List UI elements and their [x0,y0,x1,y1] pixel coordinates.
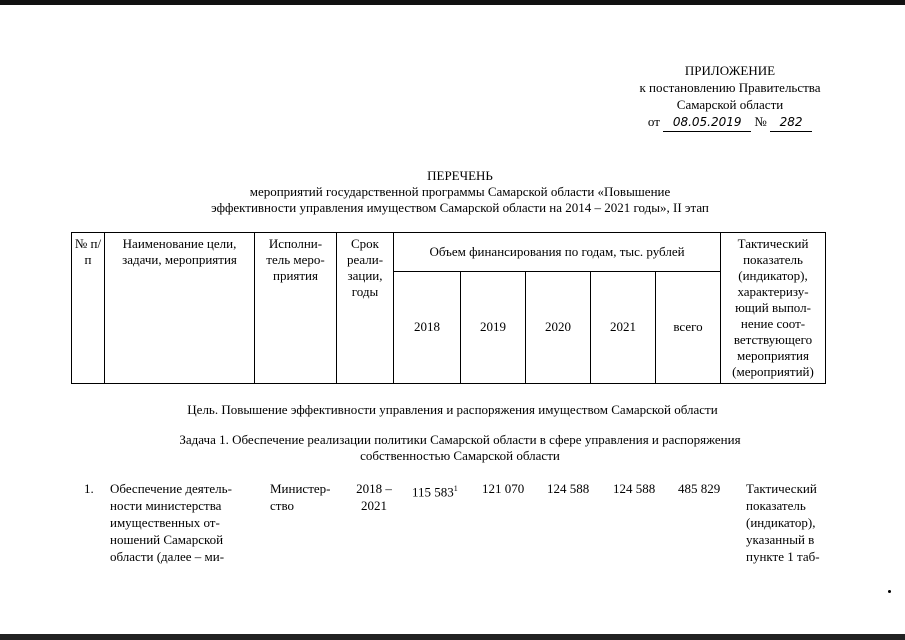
from-prefix: от [647,114,660,129]
year-2018-header: 2018 [394,271,461,383]
appendix-date-line [600,113,860,132]
task-line-2: собственностью Самарской области [360,448,560,463]
col-name-header: Наименование цели, задачи, мероприятия [105,233,255,384]
table-header [71,232,826,384]
number-label: № [754,114,767,129]
row-name-line: ности министерства [110,498,222,513]
task-line-1: Задача 1. Обеспечение реализации политики Самарской области в сфере управления и распоряжения [179,432,741,447]
row-name-line: имущественных от- [110,515,220,530]
document-title [120,168,800,216]
title-heading: ПЕРЕЧЕНЬ [427,168,493,183]
row-name [110,480,232,565]
row-executor-line: ство [270,498,295,513]
total-header: всего [656,271,721,383]
appendix-block [600,62,860,132]
goal-text: Цель. Повышение эффективности управления и распоряжения имуществом Самарской области [187,402,718,417]
col-financing-header: Объем финансирования по годам, тыс. рублей [394,233,721,272]
row-indicator-line: (индикатор), [746,515,816,530]
row-executor-line: Министер- [270,481,331,496]
row-name-line: области (далее – ми- [110,549,225,564]
row-number: 1. [84,481,94,496]
col-executor-header: Исполни-тель меро-приятия [255,233,337,384]
year-2021-header: 2021 [591,271,656,383]
scan-bottom-border [0,634,905,640]
row-value-2018 [412,480,458,500]
row-value-2019: 121 070 [482,481,525,496]
row-indicator-line: указанный в [746,532,815,547]
appendix-resolution: к постановлению Правительства [639,80,821,95]
col-indicator-header: Тактический показатель (индикатор), характеризу-ющий выпол-нение соот-ветствующего мероприятия (мероприятий) [721,233,826,384]
scan-speck [888,590,891,593]
value-2018: 115 583 [412,484,454,500]
row-indicator-line: показатель [746,498,806,513]
scan-top-border [0,0,905,5]
row-indicator-line: Тактический [746,481,817,496]
row-term-line: 2021 [361,498,387,513]
handwritten-number: 282 [770,114,812,132]
title-line-2: мероприятий государственной программы Самарской области «Повышение [249,184,671,199]
row-executor [270,480,330,514]
row-value-total: 485 829 [678,481,721,496]
row-name-line: ношений Самарской [110,532,224,547]
appendix-title: ПРИЛОЖЕНИЕ [684,63,776,78]
row-term [352,480,396,514]
row-name-line: Обеспечение деятель- [110,481,232,496]
row-term-line: 2018 – [356,481,392,496]
handwritten-date: 08.05.2019 [663,114,751,132]
row-value-2020: 124 588 [547,481,590,496]
col-num-header: № п/п [72,233,105,384]
col-term-header: Срок реали-зации, годы [337,233,394,384]
row-value-2021: 124 588 [613,481,656,496]
row-indicator [746,480,820,565]
footnote-mark: 1 [453,484,458,493]
year-2020-header: 2020 [526,271,591,383]
appendix-region: Самарской области [676,97,784,112]
row-indicator-line: пункте 1 таб- [746,549,820,564]
year-2019-header: 2019 [461,271,526,383]
title-line-3: эффективности управления имуществом Самарской области на 2014 – 2021 годы», II этап [211,200,709,215]
task-text [100,432,820,464]
